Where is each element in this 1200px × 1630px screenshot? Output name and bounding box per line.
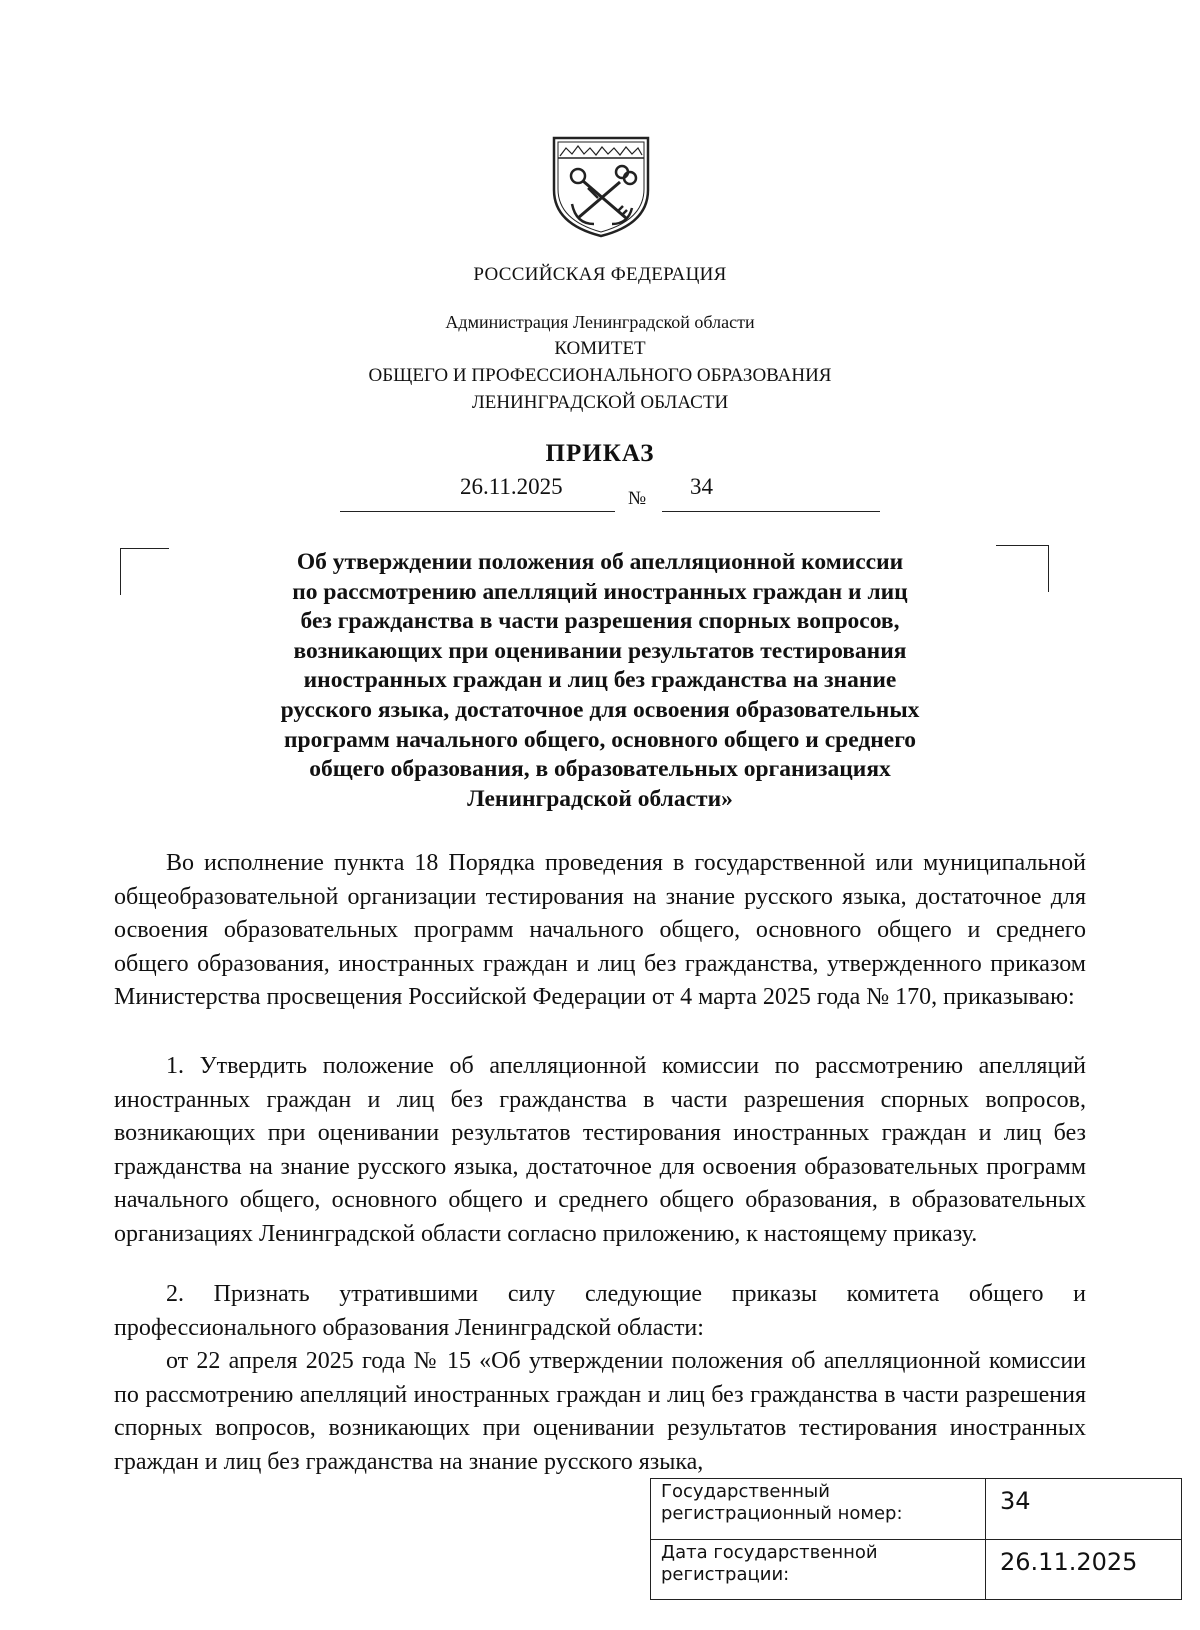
- order-subject: [150, 548, 1050, 814]
- order-number: 34: [690, 474, 713, 499]
- committee-line: КОМИТЕТ: [554, 338, 646, 359]
- order-date: 26.11.2025: [460, 474, 563, 499]
- registration-number-row: [651, 1479, 1182, 1540]
- administration-name: Администрация Ленинградской области: [445, 312, 755, 332]
- subject-line: программ начального общего, основного общего и среднего: [283, 726, 917, 753]
- subject-line: без гражданства в части разрешения спорных вопросов,: [300, 608, 900, 635]
- date-underline: [340, 511, 615, 512]
- committee-line: ЛЕНИНГРАДСКОЙ ОБЛАСТИ: [471, 392, 729, 413]
- document-type-title: ПРИКАЗ: [545, 440, 655, 467]
- preamble-paragraph: [114, 847, 1086, 1015]
- registration-date-value: 26.11.2025: [986, 1539, 1182, 1600]
- repealed-order-paragraph: [114, 1345, 1086, 1479]
- clause-1-paragraph: [114, 1050, 1086, 1251]
- subject-line: возникающих при оценивании результатов тестирования: [293, 637, 907, 664]
- subject-line: общего образования, в образовательных организациях: [309, 756, 891, 783]
- subject-line: по рассмотрению апелляций иностранных граждан и лиц: [292, 578, 908, 605]
- coat-of-arms-icon: [548, 128, 654, 240]
- subject-line: Ленинградской области»: [467, 785, 733, 812]
- registration-date-row: [651, 1539, 1182, 1600]
- registration-date-label: Дата государственной регистрации:: [651, 1539, 986, 1600]
- registration-number-value: 34: [986, 1479, 1182, 1540]
- paragraph-text: 2. Признать утратившими силу следующие приказы комитета общего и профессионального образования Ленинградской области:: [114, 1281, 1086, 1341]
- registration-stamp-table: [650, 1478, 1182, 1600]
- committee-line: ОБЩЕГО И ПРОФЕССИОНАЛЬНОГО ОБРАЗОВАНИЯ: [368, 365, 832, 386]
- committee-name: [0, 335, 1200, 416]
- subject-line: русского языка, достаточное для освоения образовательных: [280, 696, 920, 723]
- registration-number-label: Государственный регистрационный номер:: [651, 1479, 986, 1540]
- subject-line: иностранных граждан и лиц без гражданства на знание: [303, 667, 897, 694]
- paragraph-text: от 22 апреля 2025 года № 15 «Об утверждении положения об апелляционной комиссии по рассмотрению апелляций иностранных граждан и лиц без гражданства в части разрешения спорных вопросов, возникающих при оценивании результатов тестирования иностранных граждан и лиц без гражданства на знание русского языка,: [114, 1348, 1086, 1475]
- date-number-row: [340, 474, 880, 514]
- country-heading: РОССИЙСКАЯ ФЕДЕРАЦИЯ: [473, 264, 727, 285]
- paragraph-text: Во исполнение пункта 18 Порядка проведения в государственной или муниципальной общеобразовательной организации тестирования на знание русского языка, достаточное для освоения образовательных программ начального общего, основного общего и среднего общего образования, иностранных граждан и лиц без гражданства, утвержденного приказом Министерства просвещения Российской Федерации от 4 марта 2025 года № 170, приказываю:: [114, 850, 1086, 1010]
- subject-line: Об утверждении положения об апелляционной комиссии: [296, 549, 904, 575]
- number-sign: №: [628, 488, 647, 509]
- paragraph-text: 1. Утвердить положение об апелляционной комиссии по рассмотрению апелляций иностранных граждан и лиц без гражданства в части разрешения спорных вопросов, возникающих при оценивании результатов тестирования иностранных граждан и лиц без гражданства на знание русского языка, достаточное для освоения образовательных программ начального общего, основного общего и среднего общего образования, в образовательных организациях Ленинградской области согласно приложению, к настоящему приказу.: [114, 1053, 1086, 1247]
- clause-2-paragraph: [114, 1278, 1086, 1345]
- number-underline: [662, 511, 880, 512]
